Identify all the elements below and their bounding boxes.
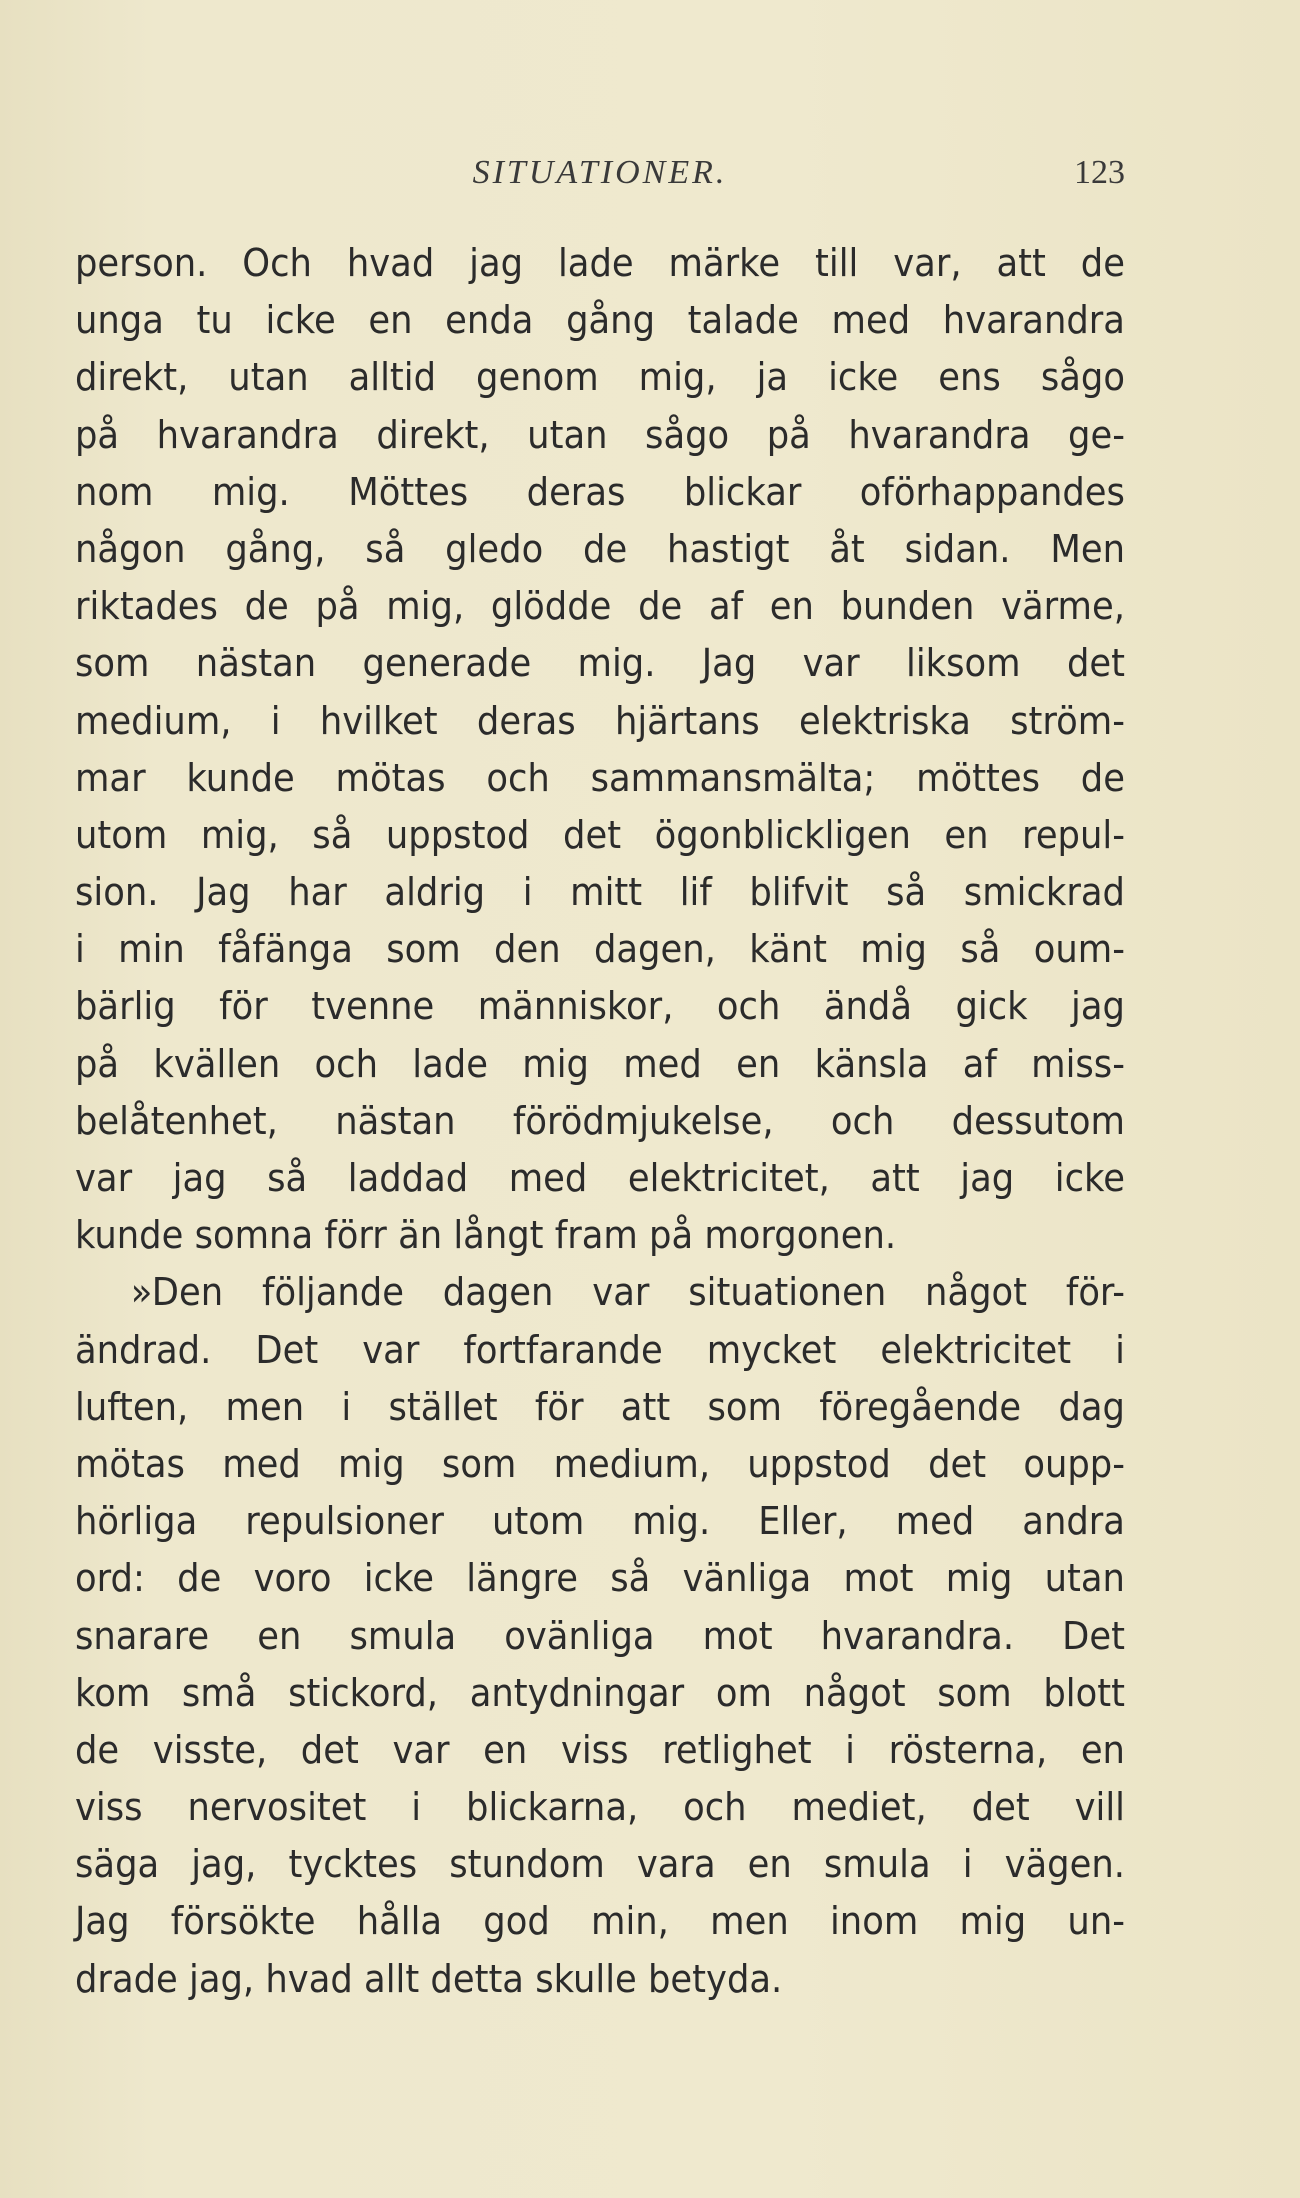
text-line: sion. Jag har aldrig i mitt lif blifvit så smickrad bbox=[75, 870, 1125, 915]
text-line: någon gång, så gledo de hastigt åt sidan. Men bbox=[75, 526, 1125, 571]
text-line: »Den följande dagen var situationen något för- bbox=[130, 1270, 1125, 1315]
body-text bbox=[75, 235, 1125, 2008]
text-line: ord: de voro icke längre så vänliga mot mig utan bbox=[75, 1556, 1125, 1601]
text-line: de visste, det var en viss retlighet i rösterna, en bbox=[75, 1727, 1125, 1772]
text-line: luften, men i stället för att som föregående dag bbox=[75, 1384, 1125, 1429]
running-head: SITUATIONER. bbox=[472, 154, 728, 191]
text-line: mar kunde mötas och sammansmälta; möttes de bbox=[75, 755, 1125, 800]
text-line: som nästan generade mig. Jag var liksom det bbox=[75, 641, 1125, 686]
text-line: på hvarandra direkt, utan sågo på hvarandra ge- bbox=[75, 412, 1125, 457]
text-line: säga jag, tycktes stundom vara en smula i vägen. bbox=[75, 1842, 1125, 1887]
text-line: bärlig för tvenne människor, och ändå gick jag bbox=[75, 984, 1125, 1029]
text-line: var jag så laddad med elektricitet, att jag icke bbox=[75, 1156, 1125, 1200]
text-line: viss nervositet i blickarna, och mediet, det vill bbox=[75, 1785, 1125, 1830]
text-line: kom små stickord, antydningar om något som blott bbox=[75, 1670, 1125, 1715]
text-line: hörliga repulsioner utom mig. Eller, med andra bbox=[75, 1499, 1125, 1544]
text-line: direkt, utan alltid genom mig, ja icke ens sågo bbox=[75, 355, 1125, 400]
text-line: person. Och hvad jag lade märke till var, att de bbox=[75, 241, 1125, 285]
text-line: utom mig, så uppstod det ögonblickligen en repul- bbox=[75, 812, 1125, 857]
text-line: medium, i hvilket deras hjärtans elektriska ström- bbox=[75, 698, 1125, 743]
text-line: snarare en smula ovänliga mot hvarandra. Det bbox=[75, 1613, 1125, 1658]
text-line: kunde somna förr än långt fram på morgonen. bbox=[75, 1213, 897, 1258]
text-line: drade jag, hvad allt detta skulle betyda. bbox=[75, 1956, 783, 2001]
text-line: unga tu icke en enda gång talade med hvarandra bbox=[75, 298, 1125, 343]
page-number: 123 bbox=[1074, 154, 1125, 191]
text-line: i min fåfänga som den dagen, känt mig så oum- bbox=[75, 927, 1125, 972]
text-line: mötas med mig som medium, uppstod det oupp- bbox=[75, 1441, 1125, 1486]
text-line: riktades de på mig, glödde de af en bunden värme, bbox=[75, 584, 1125, 629]
text-line: belåtenhet, nästan förödmjukelse, och dessutom bbox=[75, 1098, 1125, 1143]
text-line: på kvällen och lade mig med en känsla af miss- bbox=[75, 1041, 1125, 1086]
page-header bbox=[75, 150, 1125, 200]
text-line: Jag försökte hålla god min, men inom mig un- bbox=[75, 1899, 1125, 1944]
text-line: nom mig. Möttes deras blickar oförhappandes bbox=[75, 469, 1125, 514]
text-line: ändrad. Det var fortfarande mycket elektricitet i bbox=[75, 1327, 1125, 1372]
